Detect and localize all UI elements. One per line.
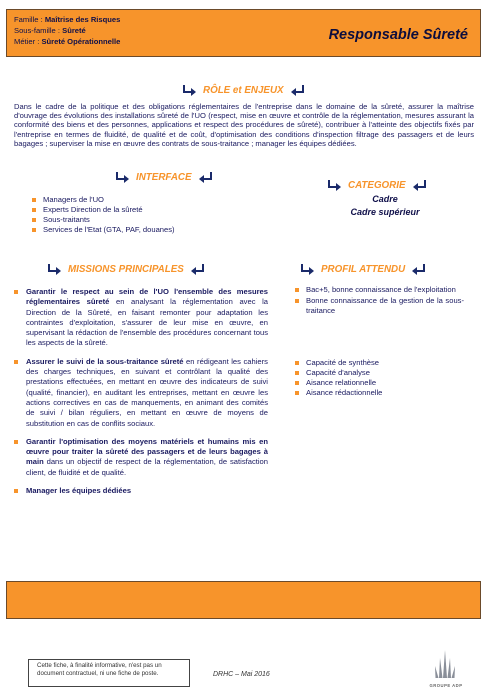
section-title-missions: MISSIONS PRINCIPALES (47, 264, 205, 275)
arrow-down-right-icon (300, 264, 315, 275)
arrow-down-left-icon (412, 180, 427, 191)
list-item: Assurer le suivi de la sous-traitance sûreté en rédigeant les cahiers des charges techniques, en suivant et contrôlant la qualité des prestations effectuées, en mettant en œuvre des indicateurs de suivi (qualité, financier), en auditant les entreprises, mettant en œuvre les actions correctives en cas de manquements, en animant des comités de suivi / bilan réguliers, en mettant en œuvre de moyens de substitution en cas de conflits sociaux. (14, 357, 268, 429)
profil-list-b (294, 358, 464, 398)
list-item: Manager les équipes dédiées (14, 486, 268, 496)
disclaimer-note: Cette fiche, à finalité informative, n'est pas un document contractuel, ni une fiche de poste. (28, 659, 190, 687)
list-item: Managers de l'UO (31, 195, 261, 205)
arrow-down-left-icon (198, 172, 213, 183)
list-item: Aisance rédactionnelle (294, 388, 464, 398)
arrow-down-right-icon (327, 180, 342, 191)
arrow-down-left-icon (190, 264, 205, 275)
arrow-down-left-icon (411, 264, 426, 275)
arrow-down-right-icon (47, 264, 62, 275)
arrow-down-left-icon (290, 85, 305, 96)
metier-label: Métier : (14, 37, 42, 46)
section-title-categorie: CATEGORIE (327, 180, 427, 191)
list-item: Experts Direction de la sûreté (31, 205, 261, 215)
header-banner (6, 9, 481, 57)
famille-value: Maîtrise des Risques (44, 15, 121, 24)
profil-list-a (294, 285, 464, 317)
list-item: Capacité de synthèse (294, 358, 464, 368)
role-text: Dans le cadre de la politique et des obligations réglementaires de l'entreprise dans le domaine de la sûreté, assurer la maîtrise d'ouvrage des évolutions des installations sûreté de l'UO (respect, mise en œuvre et contrôle de la réglementation, mesures assurant la conformité des biens et des personnes, applications et respect des procédures de sûreté), contribuer à l'atteinte des objectifs fixés par l'entreprise en termes de fluidité, de qualité et de coût, d'optimisation des conditions d'inspection filtrage des passagers et de leurs bagages ; superviser la mise en œuvre des contrats de sous-traitance ; manager les équipes dédiées. (14, 102, 474, 148)
list-item: Capacité d'analyse (294, 368, 464, 378)
interface-list (31, 195, 261, 235)
arrow-down-right-icon (115, 172, 130, 183)
list-item: Services de l'Etat (GTA, PAF, douanes) (31, 225, 261, 235)
job-meta (14, 14, 120, 47)
section-title-profil: PROFIL ATTENDU (300, 264, 426, 275)
categorie-value-2: Cadre supérieur (350, 207, 420, 217)
categorie-value-1: Cadre (372, 194, 398, 204)
section-title-interface: INTERFACE (115, 172, 213, 183)
section-title-role: RÔLE et ENJEUX (182, 85, 305, 96)
metier-value: Sûreté Opérationnelle (41, 37, 121, 46)
list-item: Sous-traitants (31, 215, 261, 225)
sousfamille-label: Sous-famille : (14, 26, 63, 35)
missions-list (14, 287, 268, 504)
list-item: Bac+5, bonne connaissance de l'exploitation (294, 285, 464, 295)
logo-text: GROUPE ADP (429, 683, 463, 688)
list-item: Garantir le respect au sein de l'UO l'ensemble des mesures réglementaires sûreté en analysant la réglementation avec la Direction de la Sûreté, en faisant remonter pour adaptation les contraintes d'exploitation, s'assurer de leur mise en œuvre, en supervisant la rédaction de l'ensemble des procédures concernant tous les aspects de la sûreté. (14, 287, 268, 349)
footer-banner (6, 581, 481, 619)
sousfamille-value: Sûreté (62, 26, 86, 35)
arrow-down-right-icon (182, 85, 197, 96)
page-title: Responsable Sûreté (328, 27, 468, 43)
document-date: DRHC – Mai 2016 (213, 671, 270, 678)
list-item: Garantir l'optimisation des moyens matériels et humains mis en œuvre pour traiter la sûreté des passagers et de leurs bagages à main dans un objectif de respect de la réglementation, de satisfaction client, de fluidité et de qualité. (14, 437, 268, 478)
famille-label: Famille : (14, 15, 45, 24)
list-item: Aisance relationnelle (294, 378, 464, 388)
list-item: Bonne connaissance de la gestion de la sous-traitance (294, 296, 464, 316)
